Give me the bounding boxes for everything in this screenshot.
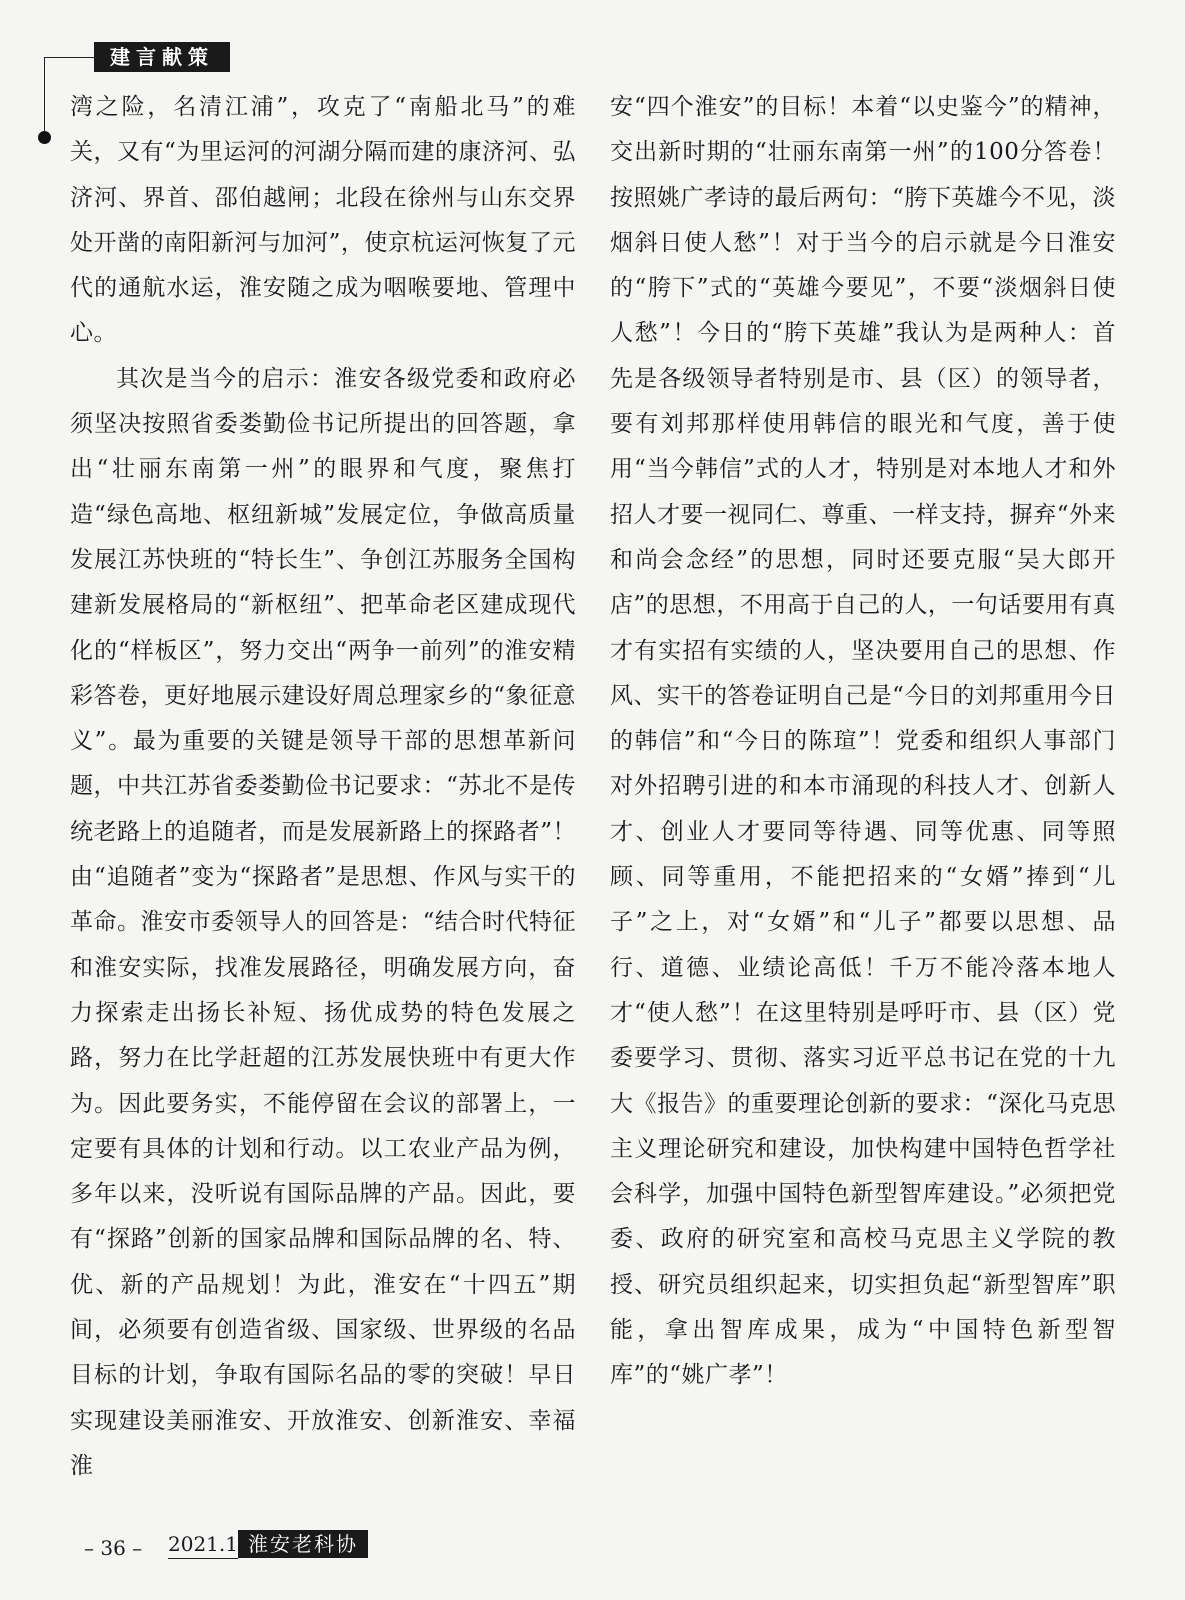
article-left-column	[70, 85, 576, 1489]
article-paragraph: 其次是当今的启示：淮安各级党委和政府必须坚决按照省委娄勤俭书记所提出的回答题，拿出“壮丽东南第一州”的眼界和气度，聚焦打造“绿色高地、枢纽新城”发展定位，争做高质量发展江苏快班的“特长生”、争创江苏服务全国构建新发展格局的“新枢纽”、把革命老区建成现代化的“样板区”，努力交出“两争一前列”的淮安精彩答卷，更好地展示建设好周总理家乡的“象征意义”。最为重要的关键是领导干部的思想革新问题，中共江苏省委娄勤俭书记要求：“苏北不是传统老路上的追随者，而是发展新路上的探路者”！由“追随者”变为“探路者”是思想、作风与实干的革命。淮安市委领导人的回答是：“结合时代特征和淮安实际，找准发展路径，明确发展方向，奋力探索走出扬长补短、扬优成势的特色发展之路，努力在比学赶超的江苏发展快班中有更大作为。因此要务实，不能停留在会议的部署上，一定要有具体的计划和行动。以工农业产品为例，多年以来，没听说有国际品牌的产品。因此，要有“探路”创新的国家品牌和国际品牌的名、特、优、新的产品规划！为此，淮安在“十四五”期间，必须要有创造省级、国家级、世界级的名品目标的计划，争取有国际名品的零的突破！早日实现建设美丽淮安、开放淮安、创新淮安、幸福淮	[70, 365, 576, 1479]
article-right-column	[610, 85, 1116, 1399]
header-frame-dot	[38, 131, 51, 144]
header-frame-line	[44, 57, 94, 58]
page-footer	[0, 1530, 600, 1570]
issue-number: 2021.1	[168, 1532, 238, 1556]
section-tag: 建言献策	[94, 42, 230, 72]
journal-name: 淮安老科协	[238, 1530, 368, 1558]
article-paragraph: 安“四个淮安”的目标！本着“以史鉴今”的精神，交出新时期的“壮丽东南第一州”的100分答卷！按照姚广孝诗的最后两句：“胯下英雄今不见，淡烟斜日使人愁”！对于当今的启示就是今日淮安的“胯下”式的“英雄今要见”，不要“淡烟斜日使人愁”！今日的“胯下英雄”我认为是两种人：首先是各级领导者特别是市、县（区）的领导者，要有刘邦那样使用韩信的眼光和气度，善于使用“当今韩信”式的人才，特别是对本地人才和外招人才要一视同仁、尊重、一样支持，摒弃“外来和尚会念经”的思想，同时还要克服“吴大郎开店”的思想，不用高于自己的人，一句话要用有真才有实招有实绩的人，坚决要用自己的思想、作风、实干的答卷证明自己是“今日的刘邦重用今日的韩信”和“今日的陈瑄”！党委和组织人事部门对外招聘引进的和本市涌现的科技人才、创新人才、创业人才要同等待遇、同等优惠、同等照顾、同等重用，不能把招来的“女婿”捧到“儿子”之上，对“女婿”和“儿子”都要以思想、品行、道德、业绩论高低！千万不能冷落本地人才“使人愁”！在这里特别是呼吁市、县（区）党委要学习、贯彻、落实习近平总书记在党的十九大《报告》的重要理论创新的要求：“深化马克思主义理论研究和建设，加快构建中国特色哲学社会科学，加强中国特色新型智库建设。”必须把党委、政府的研究室和高校马克思主义学院的教授、研究员组织起来，切实担负起“新型智库”职能，拿出智库成果，成为“中国特色新型智库”的“姚广孝”！	[610, 94, 1116, 1389]
footer-rule	[168, 1558, 238, 1559]
header-frame-vertical-line	[44, 57, 45, 135]
page-number: – 36 –	[84, 1536, 143, 1560]
article-paragraph: 湾之险，名清江浦”，攻克了“南船北马”的难关，又有“为里运河的河湖分隔而建的康济河、弘济河、界首、邵伯越闸；北段在徐州与山东交界处开凿的南阳新河与加河”，使京杭运河恢复了元代的通航水运，淮安随之成为咽喉要地、管理中心。	[70, 94, 576, 347]
